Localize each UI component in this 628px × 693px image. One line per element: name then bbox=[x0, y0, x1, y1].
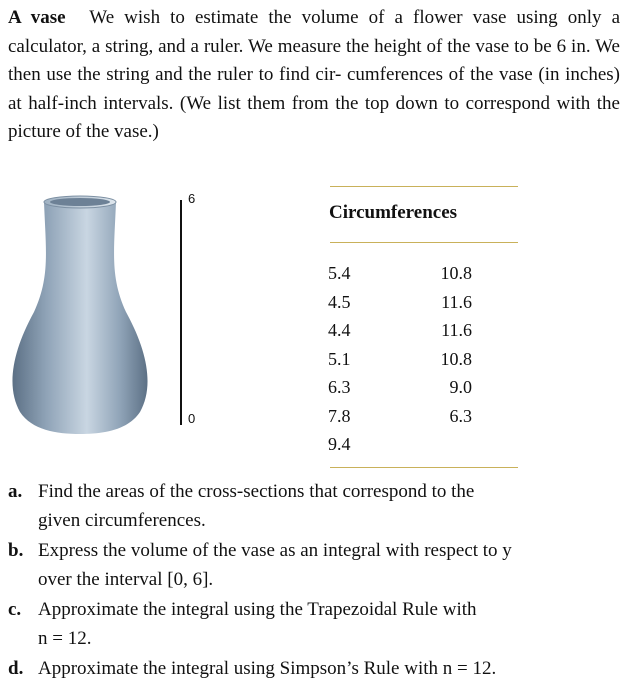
vase-illustration bbox=[6, 192, 154, 436]
table-cell: 6.3 bbox=[328, 377, 351, 397]
question-a bbox=[8, 478, 620, 535]
table-cell: 5.4 bbox=[328, 263, 351, 283]
question-list bbox=[8, 478, 620, 686]
table-cell: 5.1 bbox=[328, 348, 351, 369]
table-cell: 11.6 bbox=[441, 291, 472, 312]
table-cell: 9.4 bbox=[328, 434, 351, 454]
question-c bbox=[8, 596, 620, 653]
problem-label: A vase bbox=[8, 7, 66, 28]
table-cell: 7.8 bbox=[328, 405, 351, 426]
circumference-column-1 bbox=[328, 259, 351, 459]
question-line: Approximate the integral using Simpson’s Rule with n = 12. bbox=[38, 658, 497, 679]
table-header-rule bbox=[330, 242, 518, 243]
question-letter: a. bbox=[8, 481, 23, 502]
question-letter: c. bbox=[8, 599, 22, 620]
intro-line: them from the top down to correspond with the picture of the bbox=[8, 92, 620, 142]
table-cell: 4.5 bbox=[328, 291, 351, 312]
table-cell: 9.0 bbox=[449, 377, 472, 397]
height-scale bbox=[180, 200, 182, 425]
question-line: n = 12. bbox=[38, 627, 92, 649]
table-title: Circumferences bbox=[329, 202, 458, 223]
question-letter: b. bbox=[8, 540, 24, 561]
question-b bbox=[8, 537, 620, 594]
question-line: over the interval [0, 6]. bbox=[38, 568, 214, 590]
intro-line: We wish to estimate the volume of a flower vase using bbox=[89, 7, 558, 28]
circumference-column-2 bbox=[420, 259, 472, 430]
table-top-rule bbox=[330, 186, 518, 187]
table-cell: 10.8 bbox=[440, 348, 472, 369]
question-d bbox=[8, 655, 620, 684]
question-line: given circumferences. bbox=[38, 509, 206, 531]
intro-paragraph bbox=[8, 4, 620, 147]
table-cell: 6.3 bbox=[449, 405, 472, 426]
intro-line: only a calculator, a string, and a ruler. We measure the height of bbox=[8, 7, 621, 57]
table-cell: 10.8 bbox=[440, 263, 472, 283]
table-cell: 11.6 bbox=[441, 320, 472, 340]
intro-line: cumferences of the vase (in inches) at half-inch intervals. (We list bbox=[8, 64, 621, 114]
question-letter: d. bbox=[8, 658, 24, 679]
question-line: Approximate the integral using the Trapezoidal Rule with bbox=[38, 599, 477, 620]
scale-top-label: 6 bbox=[188, 191, 196, 206]
intro-line: the vase to be 6 in. We then use the string and the ruler to find cir- bbox=[8, 35, 620, 85]
table-cell: 4.4 bbox=[328, 320, 351, 340]
table-bottom-rule bbox=[330, 467, 518, 468]
intro-line: vase.) bbox=[114, 121, 159, 142]
question-line: Express the volume of the vase as an integral with respect to y bbox=[38, 540, 512, 561]
scale-bottom-label: 0 bbox=[188, 411, 196, 426]
question-line: Find the areas of the cross-sections that correspond to the bbox=[38, 481, 475, 502]
